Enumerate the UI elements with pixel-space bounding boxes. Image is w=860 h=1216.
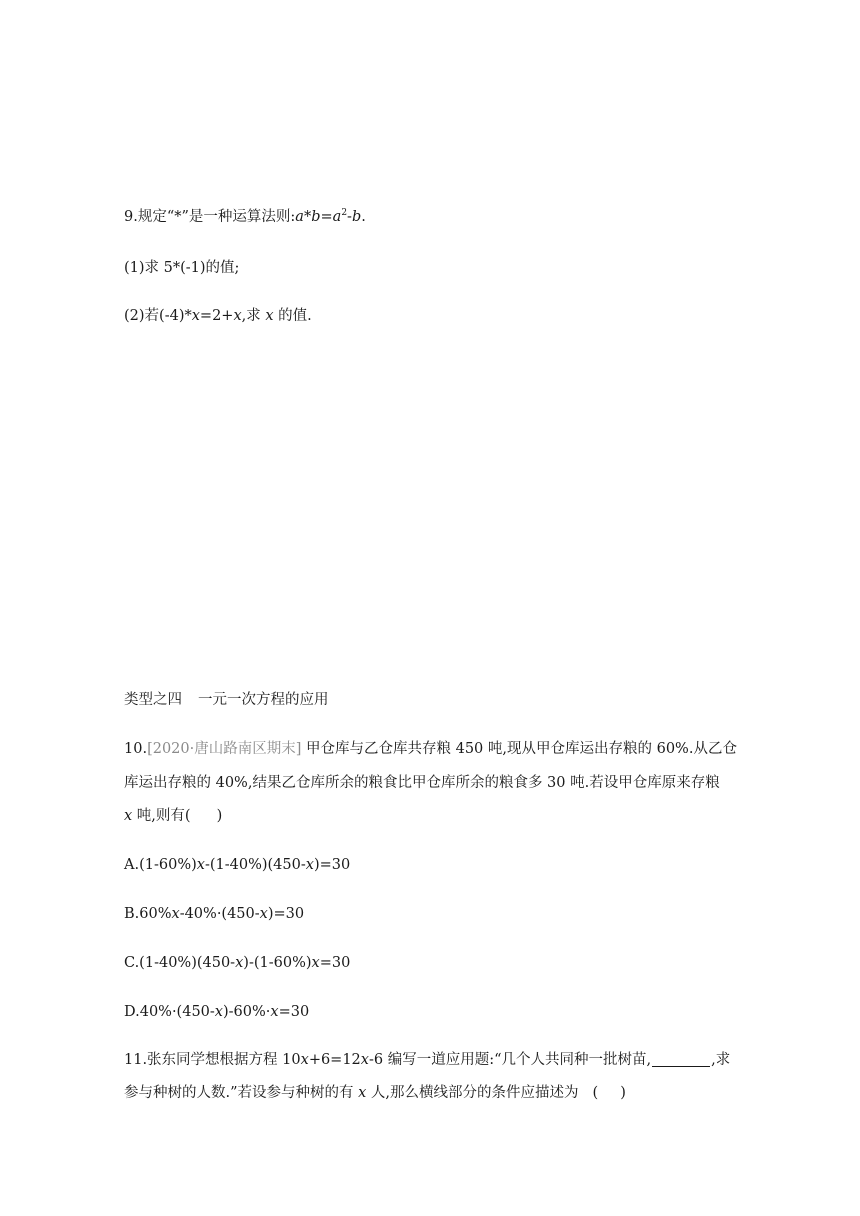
q9-stem-prefix: 9.规定“*”是一种运算法则: (124, 209, 296, 225)
q9-part2 (124, 306, 312, 326)
opt-c-2: )-(1-60%) (243, 955, 312, 971)
q10-line3 (124, 806, 222, 826)
opt-c-3: =30 (319, 955, 351, 971)
q9-part1-text: (1)求 5*(-1)的值; (124, 260, 240, 276)
q9-rule-star: * (303, 209, 312, 225)
q9-rule-eq: = (320, 209, 333, 225)
opt-d-2: )-60%· (222, 1004, 271, 1020)
q11-line1-suffix: ,求 (711, 1052, 731, 1068)
q11-answer-blank[interactable] (652, 1052, 710, 1067)
opt-d-x2: x (270, 1004, 279, 1020)
q9-rule-minus: - (347, 209, 352, 225)
q11-line1-mid: +6=12 (308, 1052, 361, 1068)
q9-part2-x3: x (265, 308, 274, 324)
opt-a-3: )=30 (313, 857, 351, 873)
q11-paren-open: ( (592, 1085, 599, 1101)
q10-option-b[interactable] (124, 904, 304, 924)
opt-d-x1: x (214, 1004, 223, 1020)
q9-part2-x1: x (191, 308, 200, 324)
opt-d-1: D.40%·(450- (124, 1004, 215, 1020)
q10-option-c[interactable] (124, 953, 350, 973)
q10-source: [2020·唐山路南区期末] (147, 741, 302, 757)
q10-line2 (124, 773, 720, 793)
q11-line2 (124, 1083, 626, 1103)
q11-line1-mid2: -6 编写一道应用题:“几个人共同种一批树苗, (368, 1052, 652, 1068)
opt-a-x2: x (305, 857, 314, 873)
q10-line3-close: ) (216, 808, 223, 824)
q9-stem (124, 207, 366, 227)
q10-option-d[interactable] (124, 1002, 309, 1022)
q11-line1-prefix: 11.张东同学想根据方程 10 (124, 1052, 301, 1068)
opt-a-1: A.(1-60%) (124, 857, 197, 873)
q9-part2-suffix: 的值. (273, 308, 312, 324)
opt-d-3: =30 (278, 1004, 310, 1020)
q9-rule-b2: b (351, 209, 362, 225)
section-heading (124, 690, 329, 710)
opt-b-x2: x (259, 906, 268, 922)
q11-line2-mid: 人,那么横线部分的条件应描述为 (366, 1085, 579, 1101)
opt-b-3: )=30 (267, 906, 305, 922)
q9-rule-end: . (361, 209, 366, 225)
opt-a-x1: x (196, 857, 205, 873)
q10-line3-x: x (124, 808, 133, 824)
q9-rule-a2: a (332, 209, 342, 225)
q11-line2-x: x (358, 1085, 367, 1101)
opt-b-2: -40%·(450- (179, 906, 260, 922)
q9-part2-mid2: ,求 (241, 308, 266, 324)
opt-b-1: B.60% (124, 906, 172, 922)
q11-x2: x (360, 1052, 369, 1068)
section-label: 类型之四 (124, 692, 182, 708)
q11-line2-prefix: 参与种树的人数.”若设参与种树的有 (124, 1085, 359, 1101)
q11-paren-close: ) (620, 1085, 626, 1101)
q11-line1 (124, 1050, 730, 1070)
q9-part2-x2: x (233, 308, 242, 324)
opt-b-x1: x (171, 906, 180, 922)
q9-part2-mid: =2+ (199, 308, 234, 324)
q9-rule-a: a (295, 209, 304, 225)
opt-c-x1: x (235, 955, 244, 971)
q9-rule-exponent: 2 (341, 208, 348, 218)
q10-line1-text: 甲仓库与乙仓库共存粮 450 吨,现从甲仓库运出存粮的 60%.从乙仓 (306, 741, 737, 757)
section-title: 一元一次方程的应用 (198, 692, 329, 708)
q10-line3-rest: 吨,则有( (132, 808, 191, 824)
q10-line2-text: 库运出存粮的 40%,结果乙仓库所余的粮食比甲仓库所余的粮食多 30 吨.若设甲仓库原来存粮 (124, 775, 720, 791)
q11-x1: x (300, 1052, 309, 1068)
q10-number: 10. (124, 741, 148, 757)
q9-part2-prefix: (2)若(-4)* (124, 308, 192, 324)
q10-option-a[interactable] (124, 855, 350, 875)
opt-c-x2: x (311, 955, 320, 971)
q9-rule-b: b (311, 209, 321, 225)
opt-a-2: -(1-40%)(450- (204, 857, 306, 873)
q9-part1 (124, 258, 239, 278)
q10-line1 (124, 739, 737, 759)
opt-c-1: C.(1-40%)(450- (124, 955, 236, 971)
